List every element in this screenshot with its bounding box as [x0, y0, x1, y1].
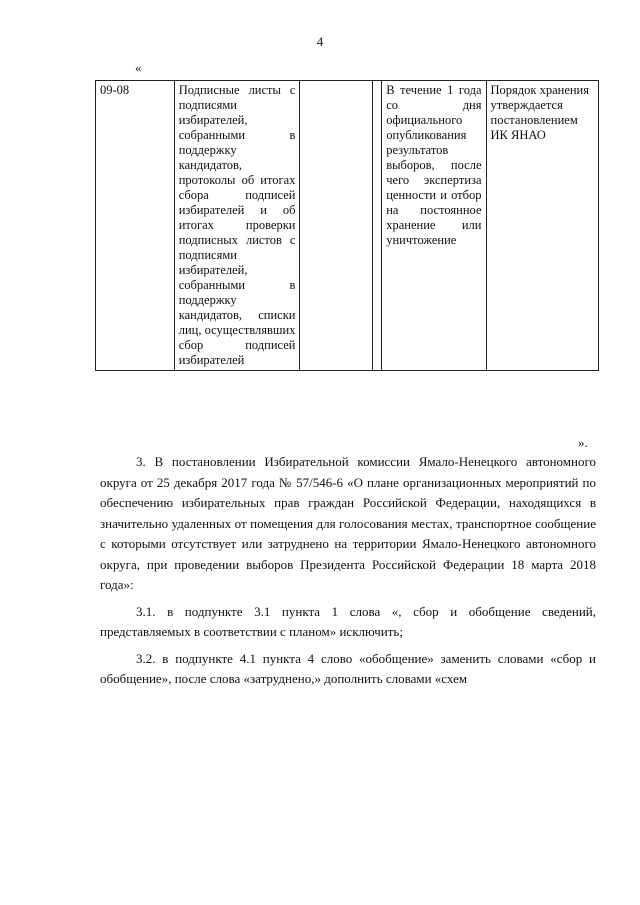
- paragraph-3: 3. В постановлении Избирательной комиссии Ямало-Ненецкого автономного округа от 25 декабря 2017 года № 57/546-6 «О плане организационных мероприятий по обеспечению избирательных прав граждан Российской Федерации, находящихся в значительно удаленных от помещения для голосования местах, транспортное сообщение с которыми отсутствует или затруднено на территории Ямало-Ненецкого автономного округа, при проведении выборов Президента Российской Федерации 18 марта 2018 года»:: [100, 454, 596, 592]
- closing-quote: ».: [578, 435, 588, 450]
- record-note: Порядок хранения утверждается постановлением ИК ЯНАО: [486, 81, 599, 371]
- page-number: 4: [316, 34, 324, 49]
- records-table: [95, 80, 599, 371]
- opening-quote: «: [135, 60, 142, 75]
- table-row: [96, 81, 599, 371]
- record-term-divider: [373, 81, 382, 371]
- record-term: [300, 81, 373, 371]
- record-code: 09-08: [96, 81, 175, 371]
- document-body: [100, 452, 596, 696]
- record-term-note: В течение 1 года со дня официального опубликования результатов выборов, после чего экспертиза ценности и отбор на постоянное хранение или уничтожение: [382, 81, 486, 371]
- paragraph-3-2: 3.2. в подпункте 4.1 пункта 4 слово «обобщение» заменить словами «сбор и обобщение», после слова «затруднено,» дополнить словами «схем: [100, 650, 596, 686]
- record-description: Подписные листы с подписями избирателей, собранными в поддержку кандидатов, протоколы об итогах сбора подписей избирателей и об итогах проверки подписных листов с подписями избирателей, собранными в поддержку кандидатов, списки лиц, осуществлявших сбор подписей избирателей: [174, 81, 300, 371]
- paragraph-3-1: 3.1. в подпункте 3.1 пункта 1 слова «, сбор и обобщение сведений, представляемых в соответствии с планом» исключить;: [100, 603, 596, 639]
